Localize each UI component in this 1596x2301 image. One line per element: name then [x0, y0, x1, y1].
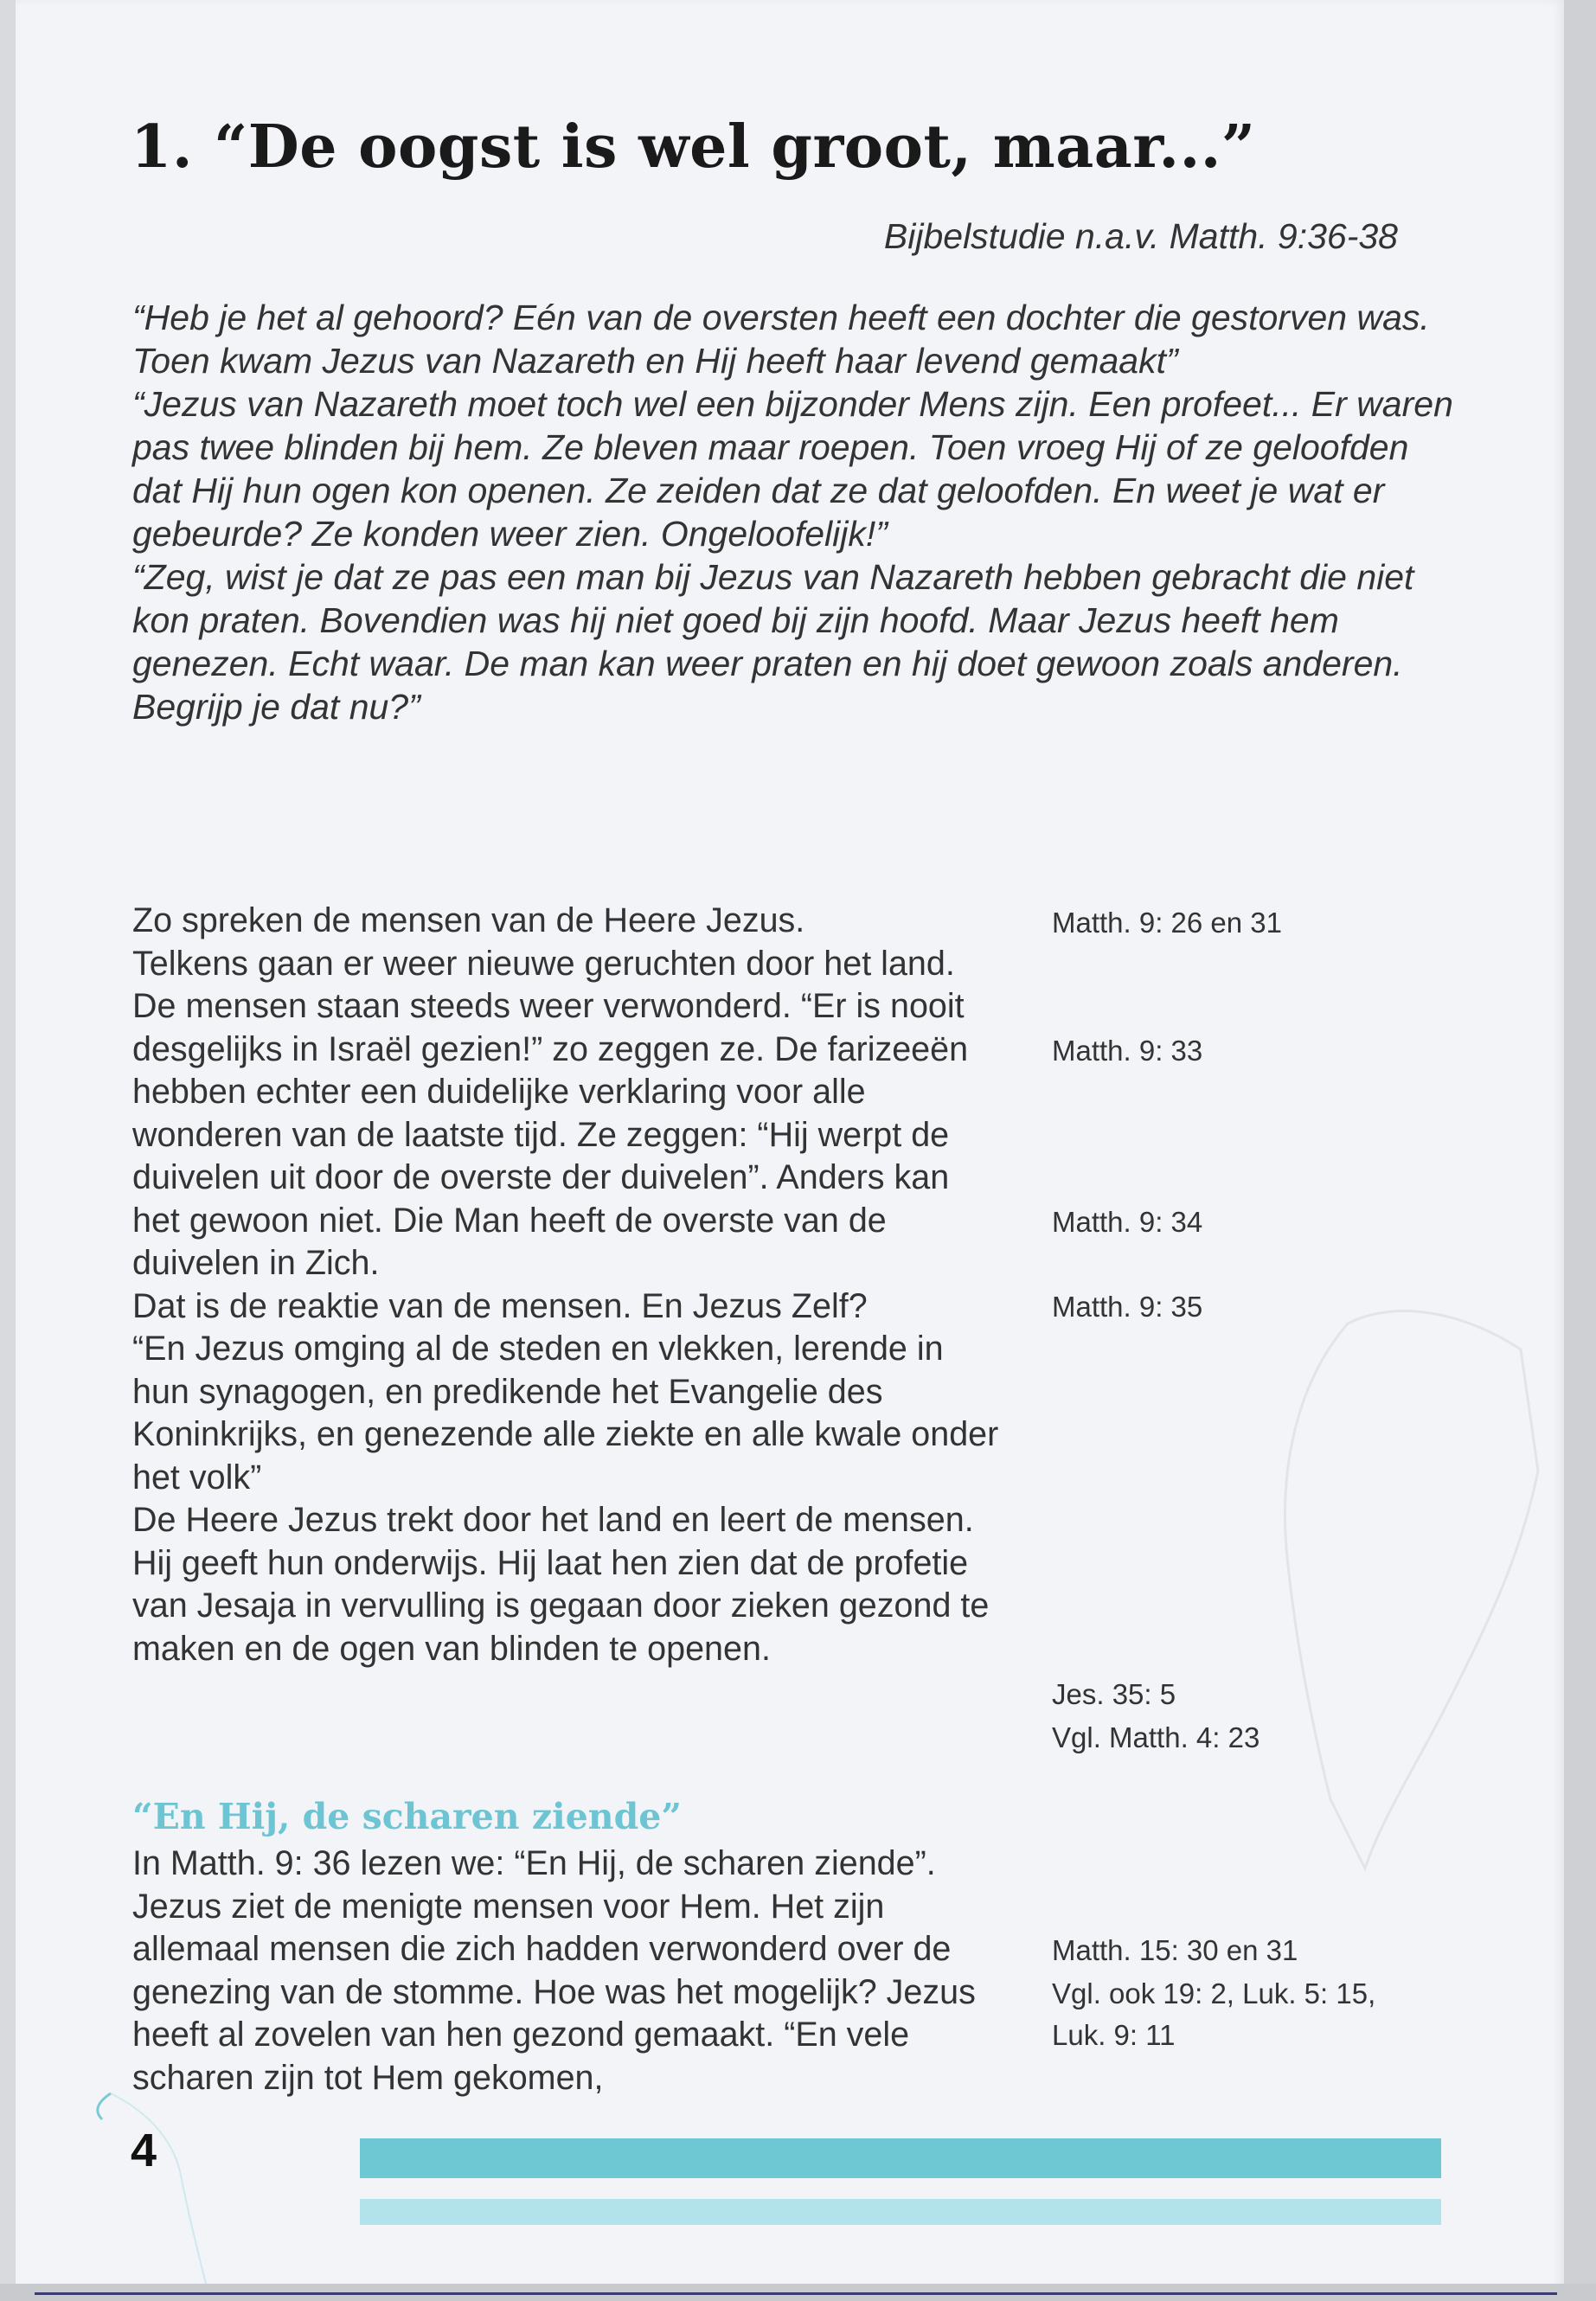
- margin-reference: Luk. 9: 11: [1052, 2019, 1176, 2051]
- margin-reference: Matth. 9: 34: [1052, 1206, 1203, 1238]
- body-paragraph: Zo spreken de mensen van de Heere Jezus.: [132, 901, 805, 939]
- body-paragraph: De Heere Jezus trekt door het land en leert de mensen. Hij geeft hun onderwijs. Hij laat hen zien dat de profetie van Jesaja in vervulling is gegaan door zieken gezond te maken en de ogen van blinden te openen.: [132, 1501, 990, 1668]
- intro-paragraph: “Zeg, wist je dat ze pas een man bij Jezus van Nazareth hebben gebracht die niet kon praten. Bovendien was hij niet goed bij zijn hoofd. Maar Jezus heeft hem genezen. Echt waar. De man kan weer praten en hij doet gewoon zoals anderen. Begrijp je dat nu?”: [132, 557, 1414, 727]
- footer-bar: [360, 2138, 1441, 2178]
- margin-reference: Jes. 35: 5: [1052, 1678, 1176, 1710]
- page-number: 4: [131, 2125, 157, 2176]
- body-paragraph: De mensen staan steeds weer verwonderd. “Er is nooit desgelijks in Israël gezien!” zo zeggen ze. De farizeeën hebben echter een duidelijke verklaring voor alle wonderen van de laatste tijd. Ze zeggen: “Hij werpt de duivelen uit door de overste der duivelen”. Anders kan het gewoon niet. Die Man heeft de overste van de duivelen in Zich.: [132, 987, 969, 1282]
- intro-paragraph: “Heb je het al gehoord? Eén van de oversten heeft een dochter die gestorven was. Toen kwam Jezus van Nazareth en Hij heeft haar levend gemaakt”: [132, 298, 1430, 381]
- margin-reference: Vgl. Matth. 4: 23: [1052, 1721, 1260, 1753]
- body-paragraph: “En Jezus omging al de steden en vlekken, lerende in hun synagogen, en predikende het Evangelie des Koninkrijks, en genezende alle ziekte en alle kwale onder het volk”: [132, 1330, 999, 1497]
- body-paragraph: Telkens gaan er weer nieuwe geruchten door het land.: [132, 944, 955, 983]
- body-paragraph: Dat is de reaktie van de mensen. En Jezus Zelf?: [132, 1286, 868, 1325]
- section-body: [132, 1843, 1006, 2099]
- margin-reference: Matth. 9: 33: [1052, 1035, 1203, 1067]
- subtitle: Bijbelstudie n.a.v. Matth. 9:36-38: [883, 216, 1398, 256]
- section-heading: “En Hij, de scharen ziende”: [132, 1796, 682, 1837]
- intro-block: [132, 296, 1456, 728]
- page-edge: [1564, 0, 1596, 2301]
- margin-reference: Matth. 9: 35: [1052, 1291, 1203, 1323]
- body-paragraph: In Matth. 9: 36 lezen we: “En Hij, de scharen ziende”. Jezus ziet de menigte mensen voor Hem. Het zijn allemaal mensen die zich hadden verwonderd over de genezing van de stomme. Hoe was het mogelijk? Jezus heeft al zovelen van hen gezond gemaakt. “En vele scharen zijn tot Hem gekomen,: [132, 1844, 976, 2097]
- page: [16, 0, 1564, 2301]
- page-title: 1. “De oogst is wel groot, maar...”: [131, 112, 1256, 182]
- page-bottom-line: [35, 2292, 1557, 2295]
- intro-paragraph: “Jezus van Nazareth moet toch wel een bijzonder Mens zijn. Een profeet... Er waren pas twee blinden bij hem. Ze bleven maar roepen. Toen vroeg Hij of ze geloofden dat Hij hun ogen kon openen. Ze zeiden dat ze dat geloofden. En weet je wat er gebeurde? Ze konden weer zien. Ongeloofelijk!”: [132, 384, 1453, 554]
- margin-reference: Vgl. ook 19: 2, Luk. 5: 15,: [1052, 1977, 1376, 2009]
- body-text: [132, 900, 1006, 1670]
- margin-reference: Matth. 15: 30 en 31: [1052, 1934, 1298, 1966]
- margin-reference: Matth. 9: 26 en 31: [1052, 907, 1283, 939]
- footer-bar-light: [360, 2199, 1441, 2225]
